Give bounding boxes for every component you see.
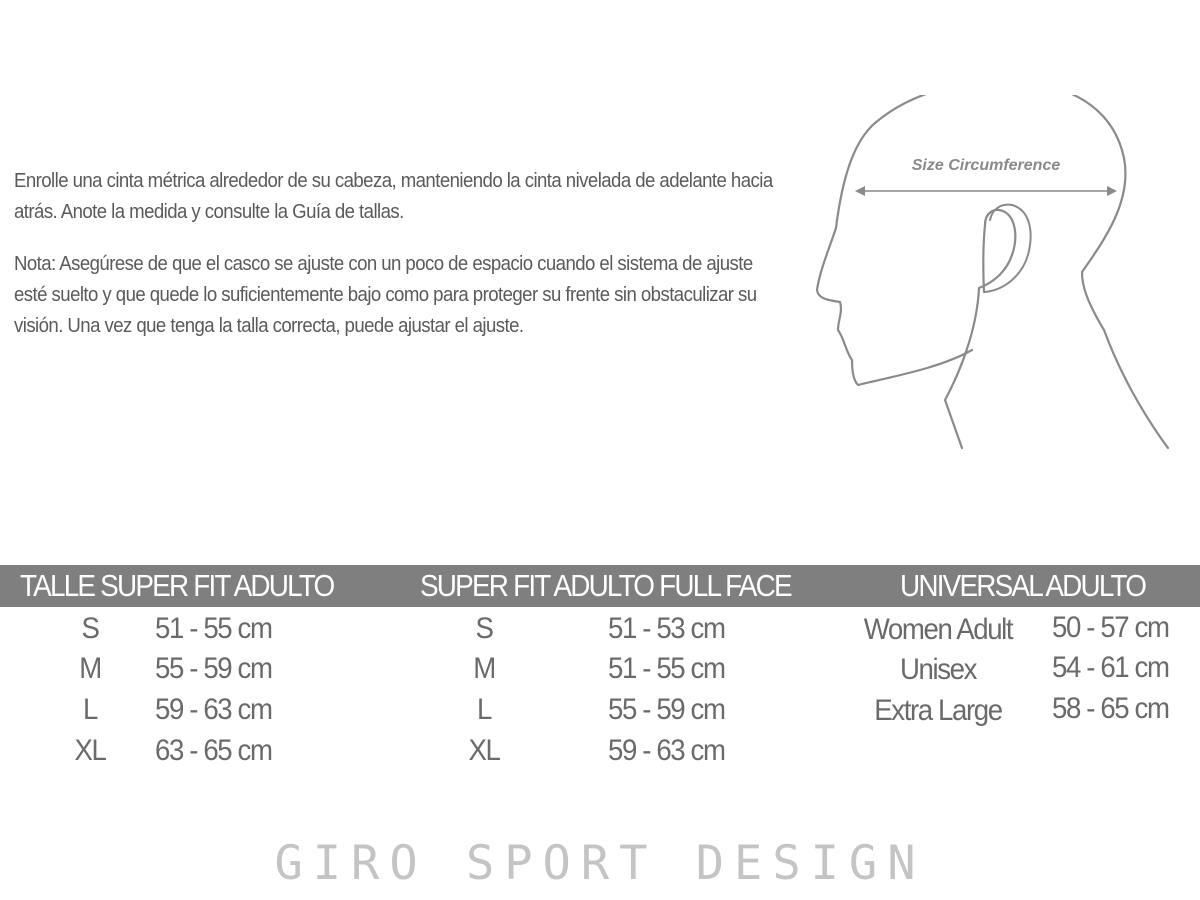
size-range: 63 - 65 cm xyxy=(155,734,272,767)
arrow-head-right xyxy=(1107,186,1117,196)
size-range: 59 - 63 cm xyxy=(155,693,272,726)
size-label: L xyxy=(477,693,491,726)
size-label: XL xyxy=(74,734,106,767)
arrow-head-left xyxy=(855,186,865,196)
head-measurement-diagram xyxy=(800,95,1200,455)
table-title-full-face: SUPER FIT ADULTO FULL FACE xyxy=(420,568,791,603)
size-label: Extra Large xyxy=(874,694,1002,727)
size-range: 55 - 59 cm xyxy=(155,652,272,685)
table-title-universal-adulto: UNIVERSAL ADULTO xyxy=(900,568,1146,603)
size-label: Women Adult xyxy=(863,613,1013,646)
note-paragraph: Nota: Asegúrese de que el casco se ajuste con un poco de espacio cuando el sistema de ajuste esté suelto y que quede lo suficientemente bajo como para proteger su frente sin obstaculizar su visión. Una vez que tenga la talla correcta, puede ajustar el ajuste. xyxy=(14,253,757,337)
head-outline xyxy=(817,95,1168,448)
size-range: 51 - 53 cm xyxy=(608,612,725,645)
size-range: 58 - 65 cm xyxy=(1052,692,1169,725)
size-label: M xyxy=(473,652,495,685)
measuring-instructions xyxy=(14,166,786,342)
size-range: 51 - 55 cm xyxy=(155,612,272,645)
size-label: S xyxy=(81,612,99,645)
size-label: L xyxy=(83,693,97,726)
size-table-header-bar xyxy=(0,565,1200,607)
instructions-paragraph: Enrolle una cinta métrica alrededor de su cabeza, manteniendo la cinta nivelada de adelante hacia atrás. Anote la medida y consulte la Guía de tallas. xyxy=(14,170,773,223)
size-label: XL xyxy=(468,734,500,767)
brand-wordmark: GIRO SPORT DESIGN xyxy=(274,836,926,891)
size-range: 51 - 55 cm xyxy=(608,652,725,685)
table-title-super-fit-adulto: TALLE SUPER FIT ADULTO xyxy=(20,568,334,603)
size-label: Unisex xyxy=(899,653,977,686)
circumference-label: Size Circumference xyxy=(911,157,1061,174)
size-range: 50 - 57 cm xyxy=(1052,611,1169,644)
size-label: M xyxy=(79,652,101,685)
size-range: 54 - 61 cm xyxy=(1052,651,1169,684)
size-range: 55 - 59 cm xyxy=(608,693,725,726)
size-label: S xyxy=(475,612,493,645)
ear-outline xyxy=(985,205,1031,292)
size-range: 59 - 63 cm xyxy=(608,734,725,767)
